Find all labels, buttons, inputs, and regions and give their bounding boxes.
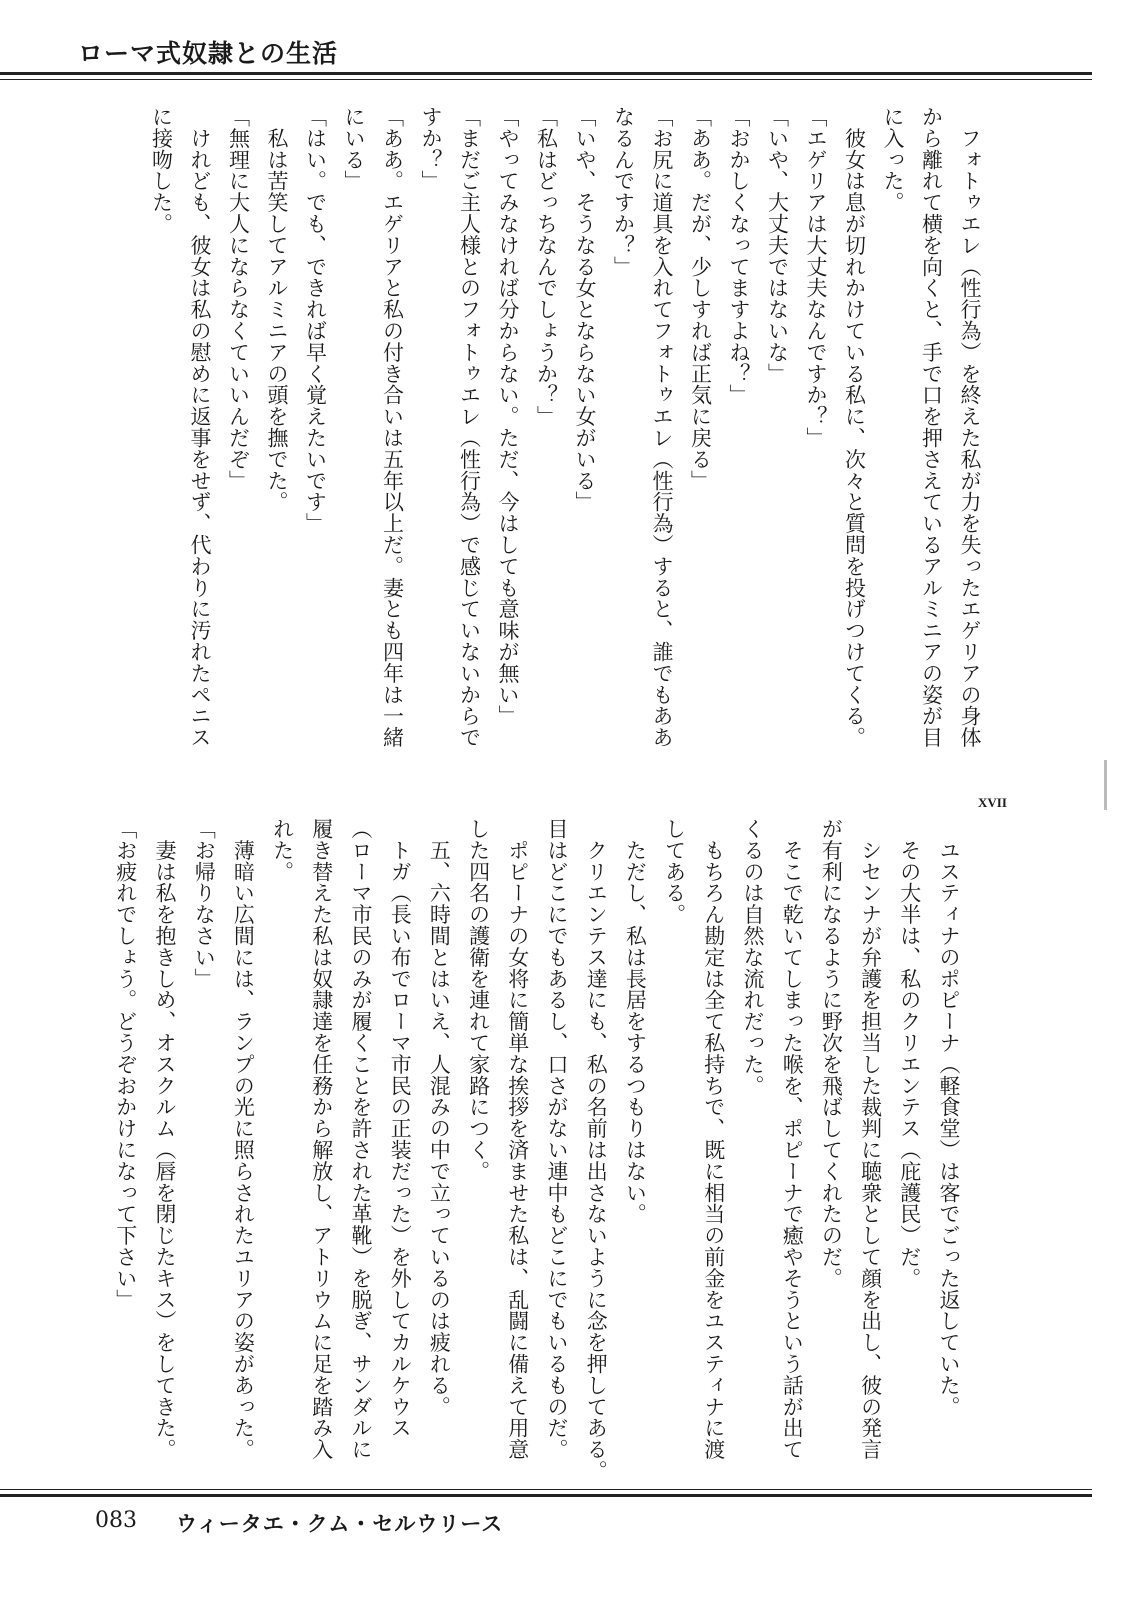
text-line: 「無理に大人にならなくていいんだぞ」 (226, 106, 251, 492)
text-line: 目はどこにでもあるし、口さがない連中もどこにでもいるものだ。 (545, 818, 569, 1460)
text-line: ポピーナの女将に簡単な挨拶を済ませた私は、乱闘に備えて用意 (505, 818, 530, 1460)
text-line: その大半は、私のクリエンテス（庇護民）だ。 (897, 818, 922, 1289)
text-line: シセンナが弁護を担当した裁判に聴衆として顔を出し、彼の発言 (858, 818, 883, 1460)
text-line: してある。 (662, 818, 687, 925)
text-line: 妻は私を抱きしめ、オスクルム（唇を閉じたキス）をしてきた。 (153, 818, 177, 1460)
text-line: 「おかしくなってますよね？」 (727, 106, 751, 406)
text-line: 薄暗い広間には、ランプの光に照らされたユリアの姿があった。 (231, 818, 256, 1460)
header-rule-thin (0, 79, 1092, 80)
header-rule-thick (0, 72, 1092, 75)
text-line: に接吻した。 (149, 106, 174, 235)
text-line: そこで乾いてしまった喉を、ポピーナで癒やそうという話が出て (780, 818, 805, 1460)
text-line: くるのは自然な流れだった。 (741, 818, 765, 1097)
text-line: 「お帰りなさい」 (192, 818, 217, 990)
page-number: 083 (95, 1508, 137, 1533)
section-number: XVII (978, 795, 1007, 810)
text-line: が有利になるように野次を飛ばしてくれたのだ。 (819, 818, 844, 1289)
footer-rule-thick (0, 1494, 1092, 1497)
text-line: 「ああ。だが、少しすれば正気に戻る」 (688, 106, 713, 492)
text-line: けれども、彼女は私の慰めに返事をせず、代わりに汚れたペニス (188, 106, 212, 748)
text-line: 「いや、そうなる女とならない女がいる」 (573, 106, 597, 513)
text-line: ユスティナのポピーナ（軽食堂）は客でごった返していた。 (937, 818, 961, 1418)
text-line: 「お疲れでしょう。どうぞおかけになって下さい」 (113, 818, 138, 1311)
text-line: 「ああ。エゲリアと私の付き合いは五年以上だ。妻とも四年は一緒 (380, 106, 405, 748)
text-line: トガ（長い布でローマ市民の正装だった）を外してカルケウス (388, 818, 413, 1439)
text-line: 彼女は息が切れかけている私に、次々と質問を投げつけてくる。 (842, 106, 867, 748)
text-line: 「エゲリアは大丈夫なんですか？」 (804, 106, 828, 449)
text-line: フォトゥエレ（性行為）を終えた私が力を失ったエゲリアの身体 (958, 106, 982, 748)
book-title: ウィータエ・クム・セルウリース (176, 1511, 504, 1536)
text-line: すか？」 (419, 106, 443, 192)
text-line: した四名の護衛を連れて家路につく。 (466, 818, 491, 1182)
thumb-index-mark (1104, 760, 1107, 810)
text-line: にいる」 (342, 106, 366, 192)
text-line: 五、六時間とはいえ、人混みの中で立っているのは疲れる。 (427, 818, 452, 1418)
text-line: クリエンテス達にも、私の名前は出さないように念を押してある。 (584, 818, 609, 1482)
text-line: 「いや、大丈夫ではないな」 (765, 106, 790, 385)
text-line: 「お尻に道具を入れてフォトゥエレ（性行為）すると、誰でもああ (650, 106, 674, 748)
text-line: （ローマ市民のみが履くことを許された革靴）を脱ぎ、サンダルに (349, 818, 373, 1460)
text-line: 履き替えた私は奴隷達を任務から解放し、アトリウムに足を踏み入 (309, 818, 334, 1460)
text-line: 「はい。でも、できれば早く覚えたいです」 (303, 106, 328, 534)
text-line: から離れて横を向くと、手で口を押さえているアルミニアの姿が目 (919, 106, 944, 748)
text-line: 「まだご主人様とのフォトゥエレ（性行為）で感じていないからで (457, 106, 482, 748)
footer-rule-thin (0, 1489, 1092, 1490)
running-title: ローマ式奴隷との生活 (78, 39, 339, 68)
text-line: ただし、私は長居をするつもりはない。 (623, 818, 648, 1225)
text-line: 「やってみなければ分からない。ただ、今はしても意味が無い」 (496, 106, 520, 727)
text-line: れた。 (270, 818, 295, 883)
text-line: に入った。 (881, 106, 905, 213)
text-line: もちろん勘定は全て私持ちで、既に相当の前金をユスティナに渡 (701, 818, 726, 1460)
text-line: なるんですか？」 (611, 106, 636, 278)
text-line: 「私はどっちなんでしょうか？」 (534, 106, 559, 427)
text-line: 私は苦笑してアルミニアの頭を撫でた。 (265, 106, 289, 513)
